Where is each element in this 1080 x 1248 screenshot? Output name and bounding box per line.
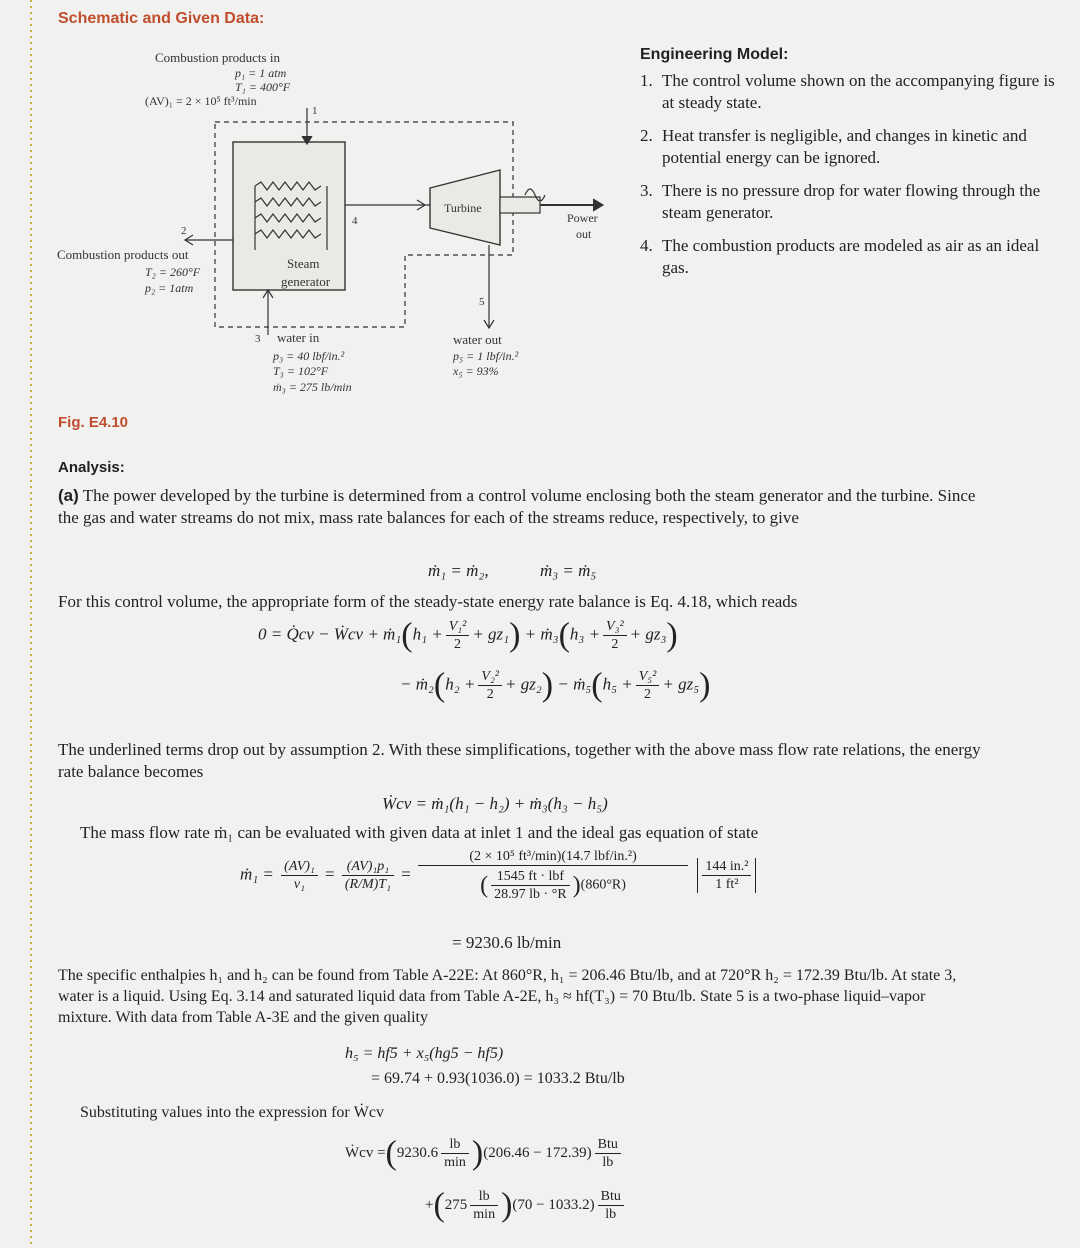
model-item: 1. The control volume shown on the accompanying figure is at steady state. xyxy=(640,71,1055,112)
inlet-pressure: p₁ = 1 atm xyxy=(235,66,287,80)
wcv-equation: Ẇcv = ṁ₁(h₁ − h₂) + ṁ₃(h₃ − h₅) xyxy=(382,794,608,813)
model-item: 2. Heat transfer is negligible, and changes in kinetic and potential energy can be ignored. xyxy=(640,126,1027,167)
water-in-pressure: p₃ = 40 lbf/in.² xyxy=(273,349,345,363)
steam-generator-label-2: generator xyxy=(281,274,331,289)
substitution-line-2: +(275 $\frac{lb}{\min}$ )(70 − 1033.2) $\frac{\text{Btu}}{lb}$ xyxy=(425,1188,627,1223)
inlet-title: Combustion products in xyxy=(155,50,280,65)
turbine-label: Turbine xyxy=(444,201,482,215)
schematic-heading: Schematic and Given Data: xyxy=(58,10,265,27)
substitution-line-1: Ẇcv =(9230.6 $\frac{lb}{\min}$ )(206.46 − 172.39) $\frac{\text{Btu}}{lb}$ xyxy=(345,1136,624,1171)
h5-equation-1: h₅ = hf5 + x₅(hg5 − hf5) xyxy=(345,1045,504,1062)
inlet-volume-flow: (AV)₁ = 2 × 10⁵ ft³/min xyxy=(145,94,257,108)
water-out-quality: x₅ = 93% xyxy=(453,364,499,378)
water-in-title: water in xyxy=(277,330,320,345)
substitution-paragraph: Substituting values into the expression for Ẇcv xyxy=(80,1104,384,1121)
mass-balance-1: ṁ₁ = ṁ₂, xyxy=(428,561,489,580)
mass-flow-paragraph: The mass flow rate ṁ₁ can be evaluated with given data at inlet 1 and the ideal gas equation of state xyxy=(80,823,759,842)
state-2-label: 2 xyxy=(181,225,187,237)
outlet-temperature: T₂ = 260°F xyxy=(145,265,201,279)
power-out-label-2: out xyxy=(576,227,592,241)
state-4-label: 4 xyxy=(352,215,358,227)
mass-flow-result: = 9230.6 lb/min xyxy=(452,933,562,952)
energy-balance-line-1: 0 = Q̇cv − Ẇcv + ṁ₁(h₁ + $\frac{\text{V₁²}}{2}$ + gz₁) + ṁ₃(h₃ + $\frac{\text{V₃²}}{2}$ + gz₃) xyxy=(258,616,678,654)
state-5-label: 5 xyxy=(479,296,485,308)
power-out-label-1: Power xyxy=(567,211,598,225)
h5-equation-2: = 69.74 + 0.93(1036.0) = 1033.2 Btu/lb xyxy=(371,1070,625,1087)
steam-generator-label-1: Steam xyxy=(287,256,320,271)
state-1-label: 1 xyxy=(312,105,318,117)
inlet-temperature: T₁ = 400°F xyxy=(235,80,291,94)
water-out-title: water out xyxy=(453,332,502,347)
model-item: 4. The combustion products are modeled as air as an ideal gas. xyxy=(640,236,1040,277)
schematic-diagram xyxy=(55,40,625,400)
simplification-paragraph: The underlined terms drop out by assumption 2. With these simplifications, together with the above mass flow rate relations, the energy rate balance becomes xyxy=(58,740,981,781)
water-in-massflow: ṁ₃ = 275 lb/min xyxy=(273,380,352,394)
part-a-paragraph: (a) The power developed by the turbine is determined from a control volume enclosing both the steam generator and the turbine. Since the gas and water streams do not mix, mass rate balances for each of the streams reduce, respectively, to give xyxy=(58,486,976,527)
enthalpy-paragraph: The specific enthalpies h₁ and h₂ can be found from Table A-22E: At 860°R, h₁ = 206.46 Btu/lb, and at 720°R h₂ = 172.39 Btu/lb. At state 3, water is a liquid. Using Eq. 3.14 and saturated liquid data from Table A-2E, h₃ ≈ hf(T₃) = 70 Btu/lb. State 5 is a two-phase liquid–vapor mixture. With data from Table A-3E and the given quality xyxy=(58,967,957,1026)
energy-balance-line-2: − ṁ₂(h₂ + $\frac{\text{V₂²}}{2}$ + gz₂) − ṁ₅(h₅ + $\frac{\text{V₅²}}{2}$ + gz₅) xyxy=(400,666,711,704)
mass-balance-2: ṁ₃ = ṁ₅ xyxy=(540,561,597,580)
energy-intro-paragraph: For this control volume, the appropriate form of the steady-state energy rate balance is Eq. 4.18, which reads xyxy=(58,592,798,611)
mass-flow-equation: ṁ₁ = $\frac{\text{(AV)₁}}{\text{v₁}}$ = $\frac{\text{(AV)₁p₁}}{\text{(R/M)T₁}}$ = (2 × 10⁵ ft³/min)(14.7 lbf/in.²) ( $\frac{\text{1545 ft · lbf}}{28.97 lb \cdot ^\circ R}$ )(860°R) $\frac{\text{144 in.²}}{\text{1 ft²}}$ xyxy=(240,848,756,903)
engineering-model-title: Engineering Model: xyxy=(640,46,789,63)
model-item: 3. There is no pressure drop for water flowing through the steam generator. xyxy=(640,181,1041,222)
figure-label: Fig. E4.10 xyxy=(58,414,129,431)
page-margin-guide xyxy=(30,0,32,1248)
outlet-pressure: p₂ = 1atm xyxy=(145,281,194,295)
analysis-title: Analysis: xyxy=(58,459,125,476)
water-out-pressure: p₅ = 1 lbf/in.² xyxy=(453,349,519,363)
state-3-label: 3 xyxy=(255,333,261,345)
outlet-title: Combustion products out xyxy=(57,247,189,262)
water-in-temperature: T₃ = 102°F xyxy=(273,364,329,378)
engineering-model xyxy=(640,46,1060,290)
